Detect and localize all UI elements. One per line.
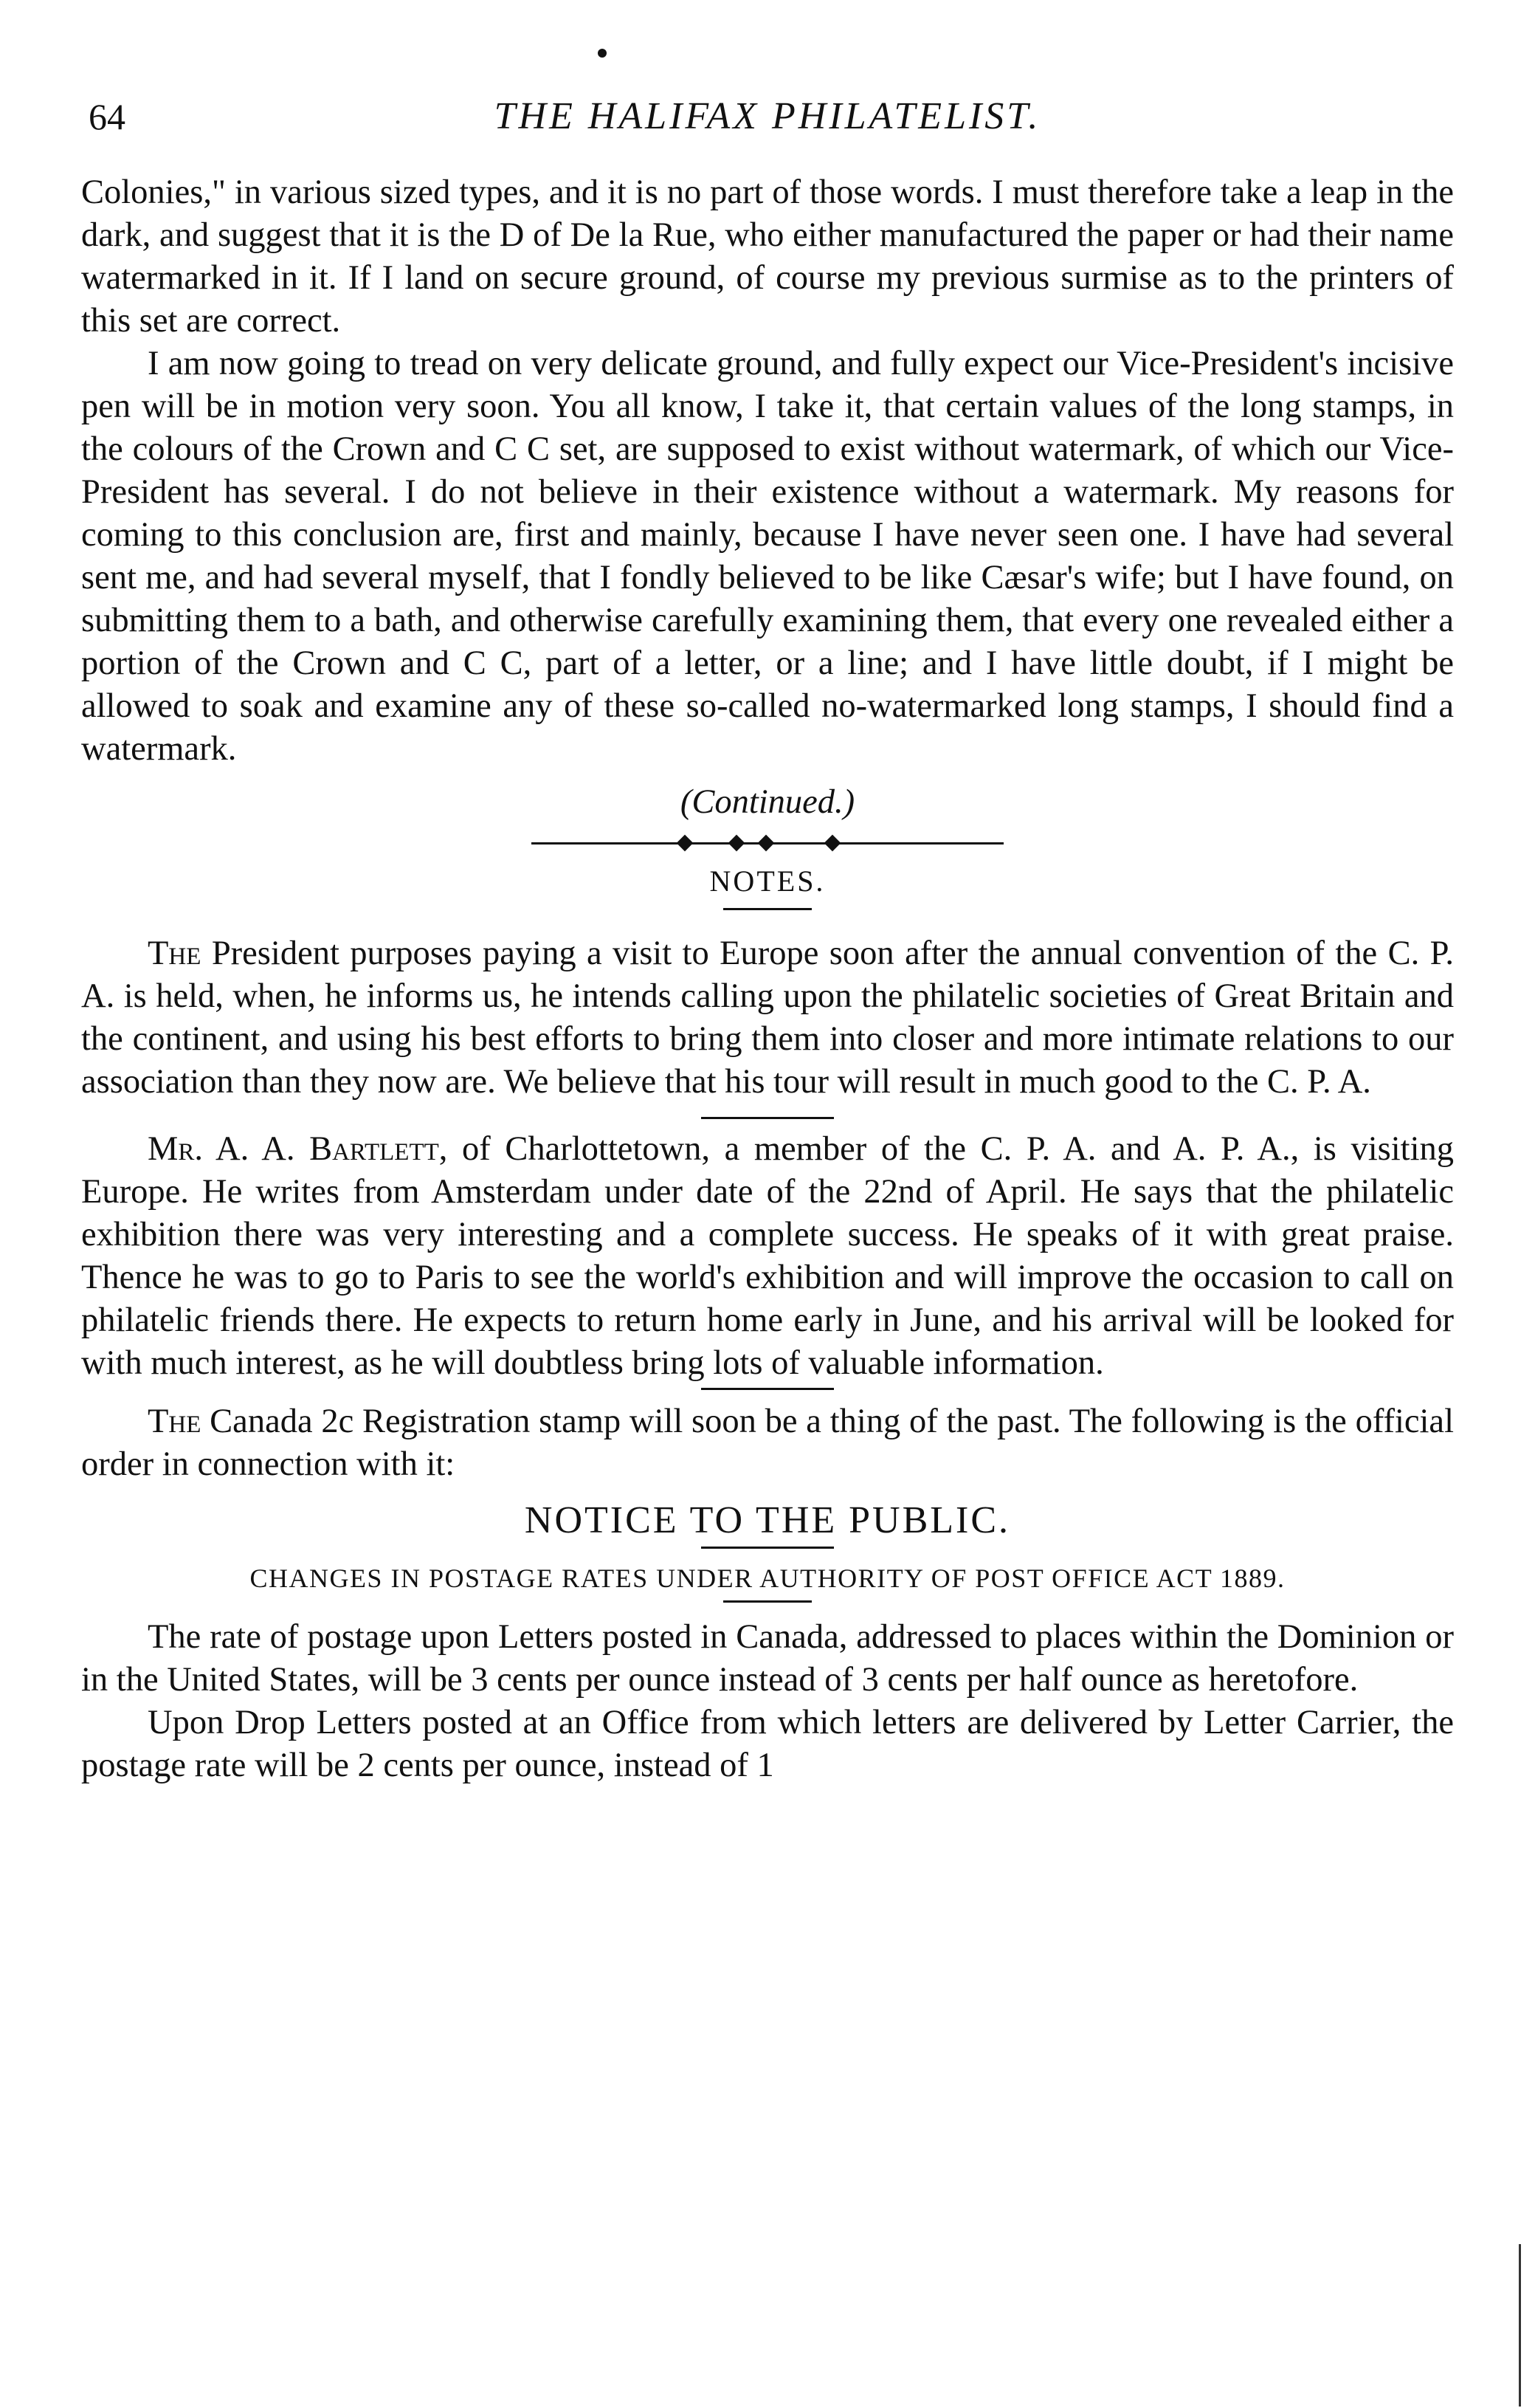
note-lead: The (148, 1403, 201, 1440)
ornamental-divider (531, 831, 1004, 855)
running-title: THE HALIFAX PHILATELIST. (494, 95, 1041, 137)
notice-rule (701, 1547, 834, 1549)
note-bartlett (81, 1128, 1454, 1385)
page-header (81, 87, 1454, 146)
notice-paragraph-letters: The rate of postage upon Letters posted in Canada, addressed to places within the Dominion or in the United States, will be 3 cents per ounce instead of 3 cents per half ounce as heretofore. (81, 1618, 1454, 1699)
continued-marker: (Continued.) (680, 783, 855, 821)
note-president (81, 932, 1454, 1104)
notice-title: NOTICE TO THE PUBLIC. (524, 1499, 1011, 1541)
note-registration (81, 1400, 1454, 1486)
note-text: President purposes paying a visit to Europe soon after the annual convention of the C. P. A. is held, when, he informs us, he intends calling upon the philatelic societies of Great Britain and the continent, and using his best efforts to bring them into closer and more intimate relations to our association than they now are. We believe that his tour will result in much good to the C. P. A. (81, 935, 1454, 1101)
paragraph-watermark: I am now going to tread on very delicate ground, and fully expect our Vice-President's incisive pen will be in motion very soon. You all know, I take it, that certain values of the long stamps, in the colours of the Crown and C C set, are supposed to exist without watermark, of which our Vice-President has several. I do not believe in their existence without a watermark. My reasons for coming to this conclusion are, first and mainly, because I have never seen one. I have had several sent me, and had several myself, that I fondly believed to be like Cæsar's wife; but I have found, on submitting them to a bath, and otherwise carefully examining them, that every one revealed either a portion of the Crown and C C, part of a letter, or a line; and I have little doubt, if I might be allowed to soak and examine any of these so-called no-watermarked long stamps, I should find a watermark. (81, 345, 1454, 768)
page-number: 64 (89, 96, 125, 137)
subtitle-rule (723, 1600, 812, 1603)
note-lead: Mr. A. A. Bartlett (148, 1130, 439, 1168)
note-divider (701, 1388, 834, 1390)
note-text: Canada 2c Registration stamp will soon be a thing of the past. The following is the official order in connection with it: (81, 1403, 1454, 1483)
scan-edge-mark (1519, 2244, 1521, 2407)
note-lead: The (148, 935, 201, 972)
page-content (81, 171, 1454, 1787)
notice-subtitle: CHANGES IN POSTAGE RATES UNDER AUTHORITY OF POST OFFICE ACT 1889. (249, 1564, 1286, 1593)
heading-rule (723, 908, 812, 910)
notes-heading: NOTES. (709, 864, 826, 898)
note-text: , of Charlottetown, a member of the C. P. A. and A. P. A., is visiting Europe. He writes from Amsterdam under date of the 22nd of April. He says that the philatelic exhibition there was very interesting and a complete success. He speaks of it with great praise. Thence he was to go to Paris to see the world's exhibition and will improve the occasion to call on philatelic friends there. He expects to return home early in June, and his arrival will be looked for with much interest, as he will doubtless bring lots of valuable information. (81, 1130, 1454, 1382)
note-divider (701, 1117, 834, 1119)
notice-paragraph-drop-letters: Upon Drop Letters posted at an Office from which letters are delivered by Letter Carrier, the postage rate will be 2 cents per ounce, instead of 1 (81, 1704, 1454, 1784)
ink-dot (598, 49, 607, 58)
paragraph-continuation: Colonies," in various sized types, and it is no part of those words. I must therefore take a leap in the dark, and suggest that it is the D of De la Rue, who either manufactured the paper or had their name watermarked in it. If I land on secure ground, of course my previous surmise as to the printers of this set are correct. (81, 173, 1454, 340)
